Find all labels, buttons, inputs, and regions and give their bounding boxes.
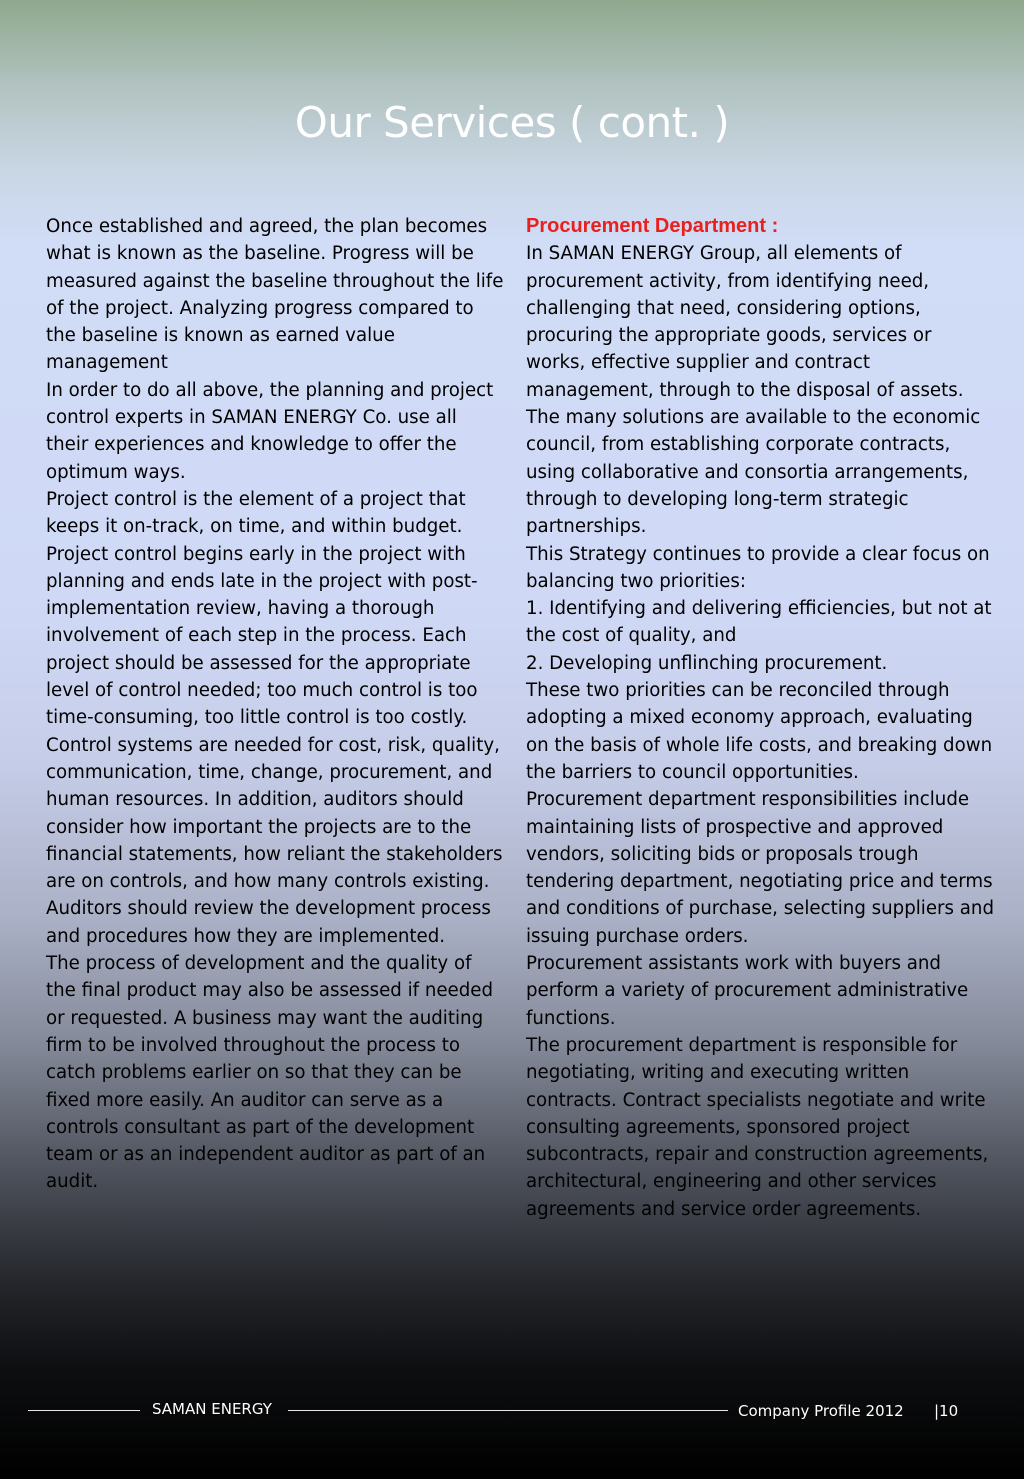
page-title: Our Services ( cont. )	[294, 98, 730, 147]
footer-page-number: |10	[934, 1402, 959, 1420]
right-paragraph-strategy: This Strategy continues to provide a clear focus on balancing two priorities:	[526, 543, 990, 592]
footer-divider-middle	[288, 1410, 728, 1411]
right-paragraph-priority-one: 1. Identifying and delivering efficiencies, but not at the cost of quality, and	[526, 598, 992, 647]
left-column	[46, 213, 504, 1196]
right-paragraph-assistants: Procurement assistants work with buyers and perform a variety of procurement administrative functions.	[526, 953, 969, 1029]
left-paragraph-project-control: Project control is the element of a project that keeps it on-track, on time, and within budget. Project control begins early in the project with planning and ends late in the project with post-implementation review, having a thorough involvement of each step in the process. Each project should be assessed for the appropriate level of control needed; too much control is too time-consuming, too little control is too costly. Control systems are needed for cost, risk, quality, communication, time, change, procurement, and human resources. In addition, auditors should consider how important the projects are to the financial statements, how reliant the stakeholders are on controls, and how many controls existing. Auditors should review the development process and procedures how they are implemented.	[46, 488, 503, 947]
right-paragraph-priority-two: 2. Developing unflinching procurement.	[526, 652, 888, 674]
right-paragraph-procurement-activity: In SAMAN ENERGY Group, all elements of procurement activity, from identifying need, challenging that need, considering options, procuring the appropriate goods, services or works, effective supplier and contract management, through to the disposal of assets. The many solutions are available to the economic council, from establishing corporate contracts, using collaborative and consortia arrangements, through to developing long-term strategic partnerships.	[526, 243, 981, 538]
right-column	[526, 213, 996, 1223]
footer-publication: Company Profile 2012	[738, 1402, 904, 1420]
footer-divider-left	[28, 1410, 140, 1411]
footer-company-name: SAMAN ENERGY	[152, 1400, 272, 1418]
right-paragraph-responsibilities: Procurement department responsibilities include maintaining lists of prospective and approved vendors, soliciting bids or proposals trough tendering department, negotiating price and terms and conditions of purchase, selecting suppliers and issuing purchase orders.	[526, 789, 994, 947]
left-paragraph-experts: In order to do all above, the planning and project control experts in SAMAN ENERGY Co. use all their experiences and knowledge to offer the optimum ways.	[46, 379, 494, 483]
right-paragraph-contracts: The procurement department is responsible for negotiating, writing and executing written contracts. Contract specialists negotiate and write consulting agreements, sponsored project subcontracts, repair and construction agreements, architectural, engineering and other services agreements and service order agreements.	[526, 1034, 989, 1220]
procurement-heading: Procurement Department :	[526, 215, 779, 237]
right-paragraph-reconciled: These two priorities can be reconciled through adopting a mixed economy approach, evaluating on the basis of whole life costs, and breaking down the barriers to council opportunities.	[526, 680, 993, 783]
left-paragraph-baseline: Once established and agreed, the plan becomes what is known as the baseline. Progress will be measured against the baseline throughout the life of the project. Analyzing progress compared to the baseline is known as earned value management	[46, 216, 504, 374]
left-paragraph-development-process: The process of development and the quality of the final product may also be assessed if needed or requested. A business may want the auditing firm to be involved throughout the process to catch problems earlier on so that they can be fixed more easily. An auditor can serve as a controls consultant as part of the development team or as an independent auditor as part of an audit.	[46, 953, 494, 1193]
